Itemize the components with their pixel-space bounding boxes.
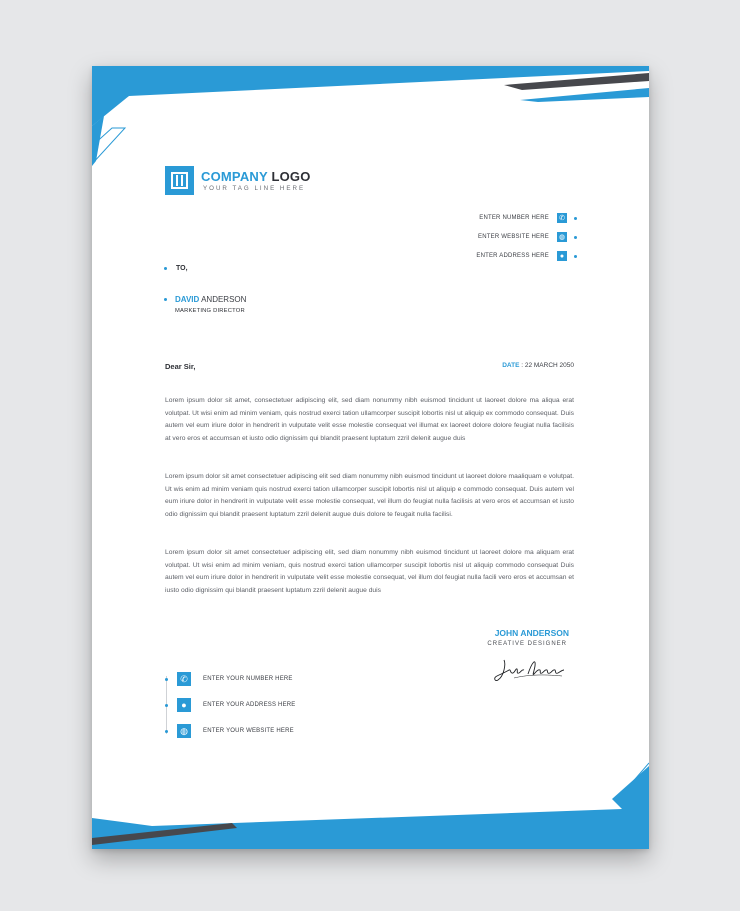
- header-contact-website: [478, 231, 577, 243]
- signer-role: CREATIVE DESIGNER: [487, 641, 567, 647]
- footer-contact-number: [177, 672, 293, 686]
- bullet-dot: [574, 255, 577, 258]
- signer-name: JOHN ANDERSON: [494, 628, 569, 638]
- footer-contact-address: [177, 698, 296, 712]
- salutation: Dear Sir,: [165, 362, 196, 371]
- recipient-name: [175, 295, 246, 304]
- bullet-dot: [574, 217, 577, 220]
- logo-tagline: YOUR TAG LINE HERE: [203, 185, 306, 192]
- logo-word-logo: LOGO: [271, 169, 311, 184]
- header-contact-label: ENTER WEBSITE HERE: [478, 234, 549, 240]
- footer-contact-label: ENTER YOUR WEBSITE HERE: [203, 728, 294, 734]
- bullet-dot: [574, 236, 577, 239]
- phone-icon: ✆: [557, 213, 567, 223]
- body-paragraph: Lorem ipsum dolor sit amet consectetuer adipiscing elit sed diam nonummy nibh euismod tincidunt ut laoreet dolore maaliquam e volutpat. Ut wis enim ad minim veniam quis nostrud exerci tation ullamcorper suscipit lobortis nisl ut aliquip e commodo consequat. Duis autem vel eum iriure dolor in hendrerit in vulputate velit esse molestie consequat, vel illum do feugiat nulla facilisis at vero eros et accumsan et iusto odio dignissim qui blandit praesent luptatum zzril delenit augue duis dolore te feugait nulla facilisi.: [165, 473, 574, 519]
- body-paragraph: Lorem ipsum dolor sit amet consectetuer adipiscing elit, sed diam nonummy nibh euismod tincidunt ut laoreet dolore ma aliquam erat volutpat. Ut wisi enim ad minim veniam, quis nostrud exerci tation ullamcorper suscipit lobortis nisl ut aliquip commodo consequat Duis autem vel eum iriure dolor in hendrerit in vulputate velit esse molestie consequat, vel illum dol feugiat nulla facili vero eros et accumsan et iusto odio dignissim qui blandit praesent luptatum zzril delenit augue duis: [165, 549, 574, 595]
- bullet-dot: [164, 267, 167, 270]
- handwritten-signature: [492, 656, 566, 686]
- bottom-blue-band: [92, 808, 649, 849]
- globe-icon: ◍: [177, 724, 191, 738]
- recipient-first-name: DAVID: [175, 295, 200, 304]
- location-pin-icon: ●: [557, 251, 567, 261]
- footer-contact-website: [177, 724, 294, 738]
- header-contact-number: [479, 212, 577, 224]
- footer-contact-label: ENTER YOUR ADDRESS HERE: [203, 702, 296, 708]
- date-label: DATE: [502, 362, 520, 369]
- company-logo-text: [201, 169, 311, 184]
- phone-icon: ✆: [177, 672, 191, 686]
- bullet-dot: [164, 298, 167, 301]
- date-value: : 22 MARCH 2050: [521, 362, 574, 369]
- to-label: TO,: [176, 265, 188, 272]
- header-contact-address: [476, 250, 577, 262]
- bullet-dot: [165, 678, 168, 681]
- company-logo-icon: [165, 166, 194, 195]
- bullet-dot: [165, 704, 168, 707]
- recipient-last-name: ANDERSON: [201, 295, 247, 304]
- letterhead-page: [92, 66, 649, 849]
- location-pin-icon: ●: [177, 698, 191, 712]
- globe-icon: ◍: [558, 233, 566, 241]
- top-right-blue-stripe: [520, 88, 649, 102]
- bullet-dot: [165, 730, 168, 733]
- recipient-title: MARKETING DIRECTOR: [175, 308, 245, 314]
- footer-contact-label: ENTER YOUR NUMBER HERE: [203, 676, 293, 682]
- header-contact-label: ENTER ADDRESS HERE: [476, 253, 549, 259]
- letter-date: [502, 362, 574, 369]
- body-paragraph: Lorem ipsum dolor sit amet, consectetuer adipiscing elit, sed diam nonummy nibh euismod tincidunt ut laoreet dolore ma aliqua erat volutpat. Ut wisi enim ad minim veniam, quis nostrud exerci tation ullamcorper suscipit lobortis nisl ut aliquip ex commodo consequat. Duis autem vel eum iriure dolor in hendrerit in vulputate velit esse molestie consequat vel illumat ex laoreet dolore dolore feugiat nulla facilisis at vero eros et accumsan et iusto odio dignissim qui blandit praesent luptatum zzril delenit augue duis: [165, 397, 574, 443]
- logo-word-company: COMPANY: [201, 169, 268, 184]
- header-contact-label: ENTER NUMBER HERE: [479, 215, 549, 221]
